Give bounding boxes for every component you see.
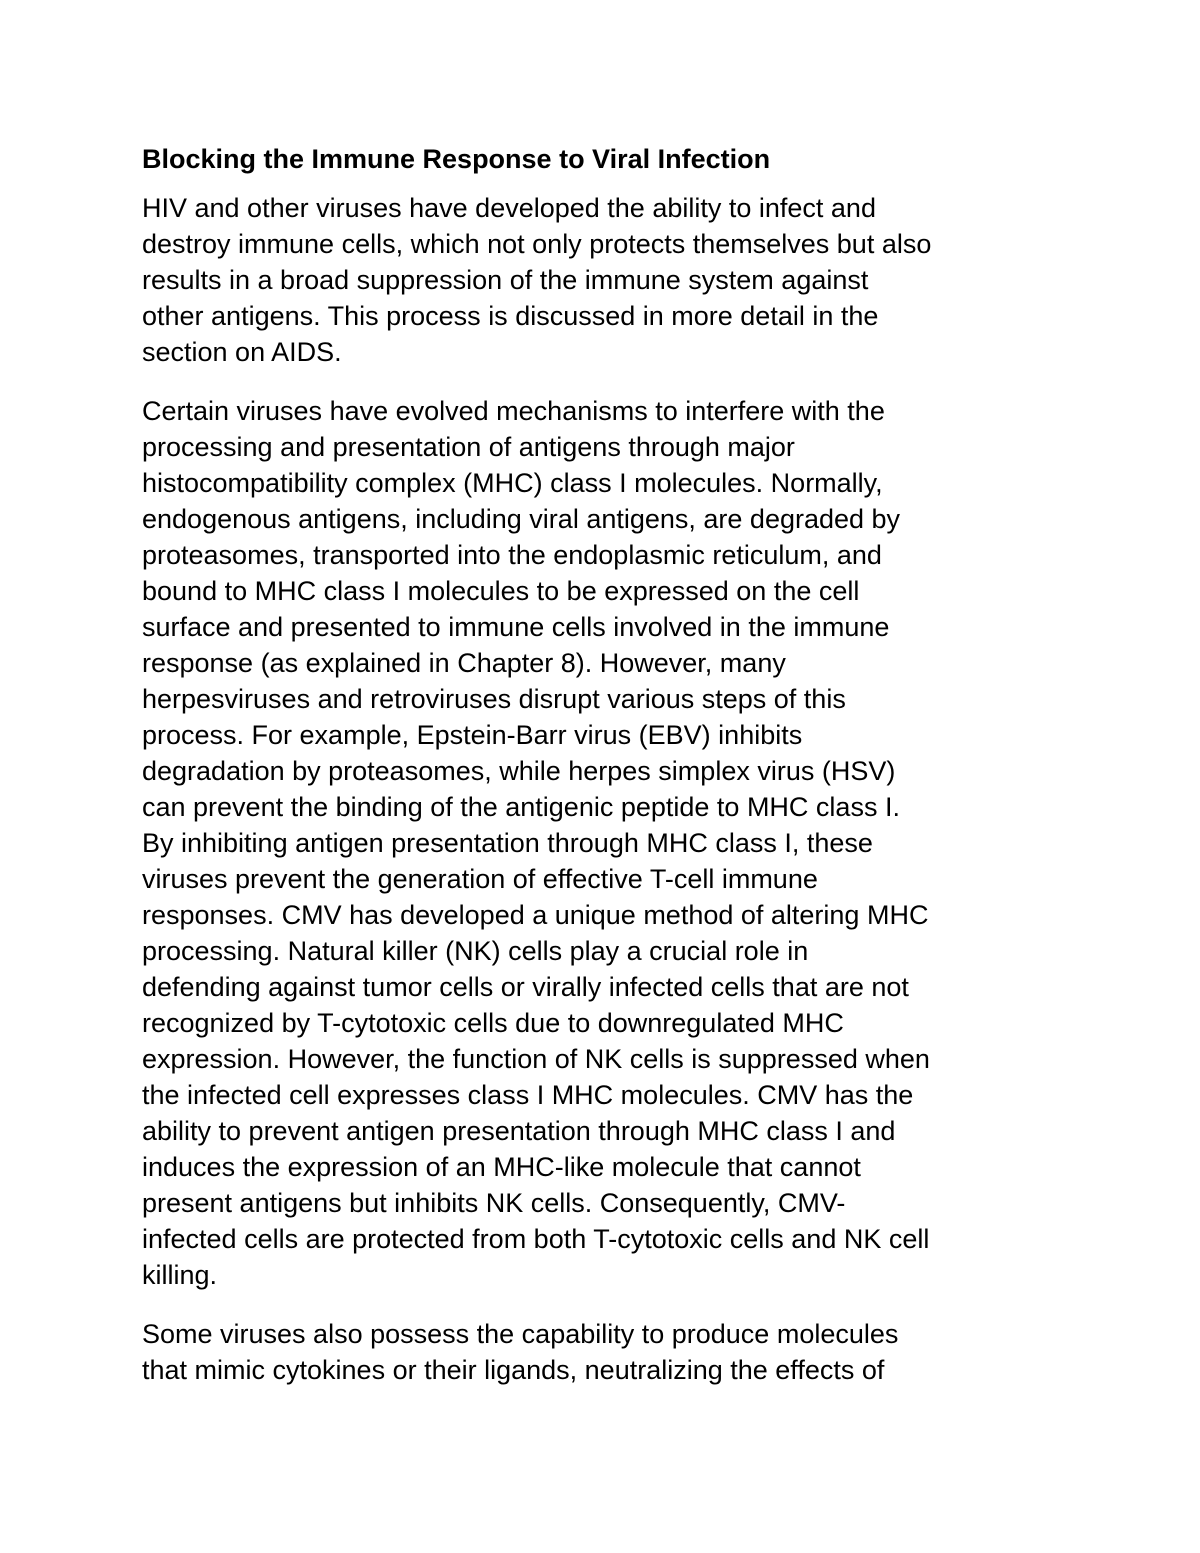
text-line: processing and presentation of antigens through major [142, 432, 795, 462]
text-line: viruses prevent the generation of effective T-cell immune [142, 864, 818, 894]
text-line: infected cells are protected from both T-cytotoxic cells and NK cell [142, 1224, 930, 1254]
text-line: surface and presented to immune cells involved in the immune [142, 612, 890, 642]
text-line: By inhibiting antigen presentation through MHC class I, these [142, 828, 873, 858]
text-line: response (as explained in Chapter 8). However, many [142, 648, 786, 678]
text-line: processing. Natural killer (NK) cells play a crucial role in [142, 936, 809, 966]
text-line: endogenous antigens, including viral antigens, are degraded by [142, 504, 901, 534]
text-line: responses. CMV has developed a unique method of altering MHC [142, 900, 929, 930]
paragraph-container [142, 190, 1072, 1388]
text-line: recognized by T-cytotoxic cells due to downregulated MHC [142, 1008, 844, 1038]
text-line: HIV and other viruses have developed the ability to infect and [142, 193, 876, 223]
text-line: defending against tumor cells or virally infected cells that are not [142, 972, 909, 1002]
text-line: process. For example, Epstein-Barr virus (EBV) inhibits [142, 720, 803, 750]
text-line: other antigens. This process is discussed in more detail in the [142, 301, 879, 331]
paragraph [142, 190, 1072, 370]
text-line: Some viruses also possess the capability to produce molecules [142, 1319, 899, 1349]
text-line: the infected cell expresses class I MHC molecules. CMV has the [142, 1080, 914, 1110]
text-line: present antigens but inhibits NK cells. Consequently, CMV- [142, 1188, 846, 1218]
document-body [142, 141, 1072, 1411]
text-line: degradation by proteasomes, while herpes simplex virus (HSV) [142, 756, 896, 786]
text-line: ability to prevent antigen presentation through MHC class I and [142, 1116, 896, 1146]
text-line: killing. [142, 1260, 218, 1290]
text-line: that mimic cytokines or their ligands, neutralizing the effects of [142, 1355, 885, 1385]
text-line: expression. However, the function of NK cells is suppressed when [142, 1044, 930, 1074]
paragraph [142, 393, 1072, 1293]
text-line: Certain viruses have evolved mechanisms to interfere with the [142, 396, 885, 426]
text-line: herpesviruses and retroviruses disrupt various steps of this [142, 684, 846, 714]
text-line: can prevent the binding of the antigenic peptide to MHC class I. [142, 792, 900, 822]
text-line: results in a broad suppression of the immune system against [142, 265, 869, 295]
text-line: histocompatibility complex (MHC) class I molecules. Normally, [142, 468, 883, 498]
text-line: section on AIDS. [142, 337, 342, 367]
text-line: proteasomes, transported into the endoplasmic reticulum, and [142, 540, 882, 570]
document-title: Blocking the Immune Response to Viral Infection [142, 144, 771, 174]
text-line: induces the expression of an MHC-like molecule that cannot [142, 1152, 861, 1182]
paragraph [142, 1316, 1072, 1388]
text-line: bound to MHC class I molecules to be expressed on the cell [142, 576, 860, 606]
text-line: destroy immune cells, which not only protects themselves but also [142, 229, 932, 259]
